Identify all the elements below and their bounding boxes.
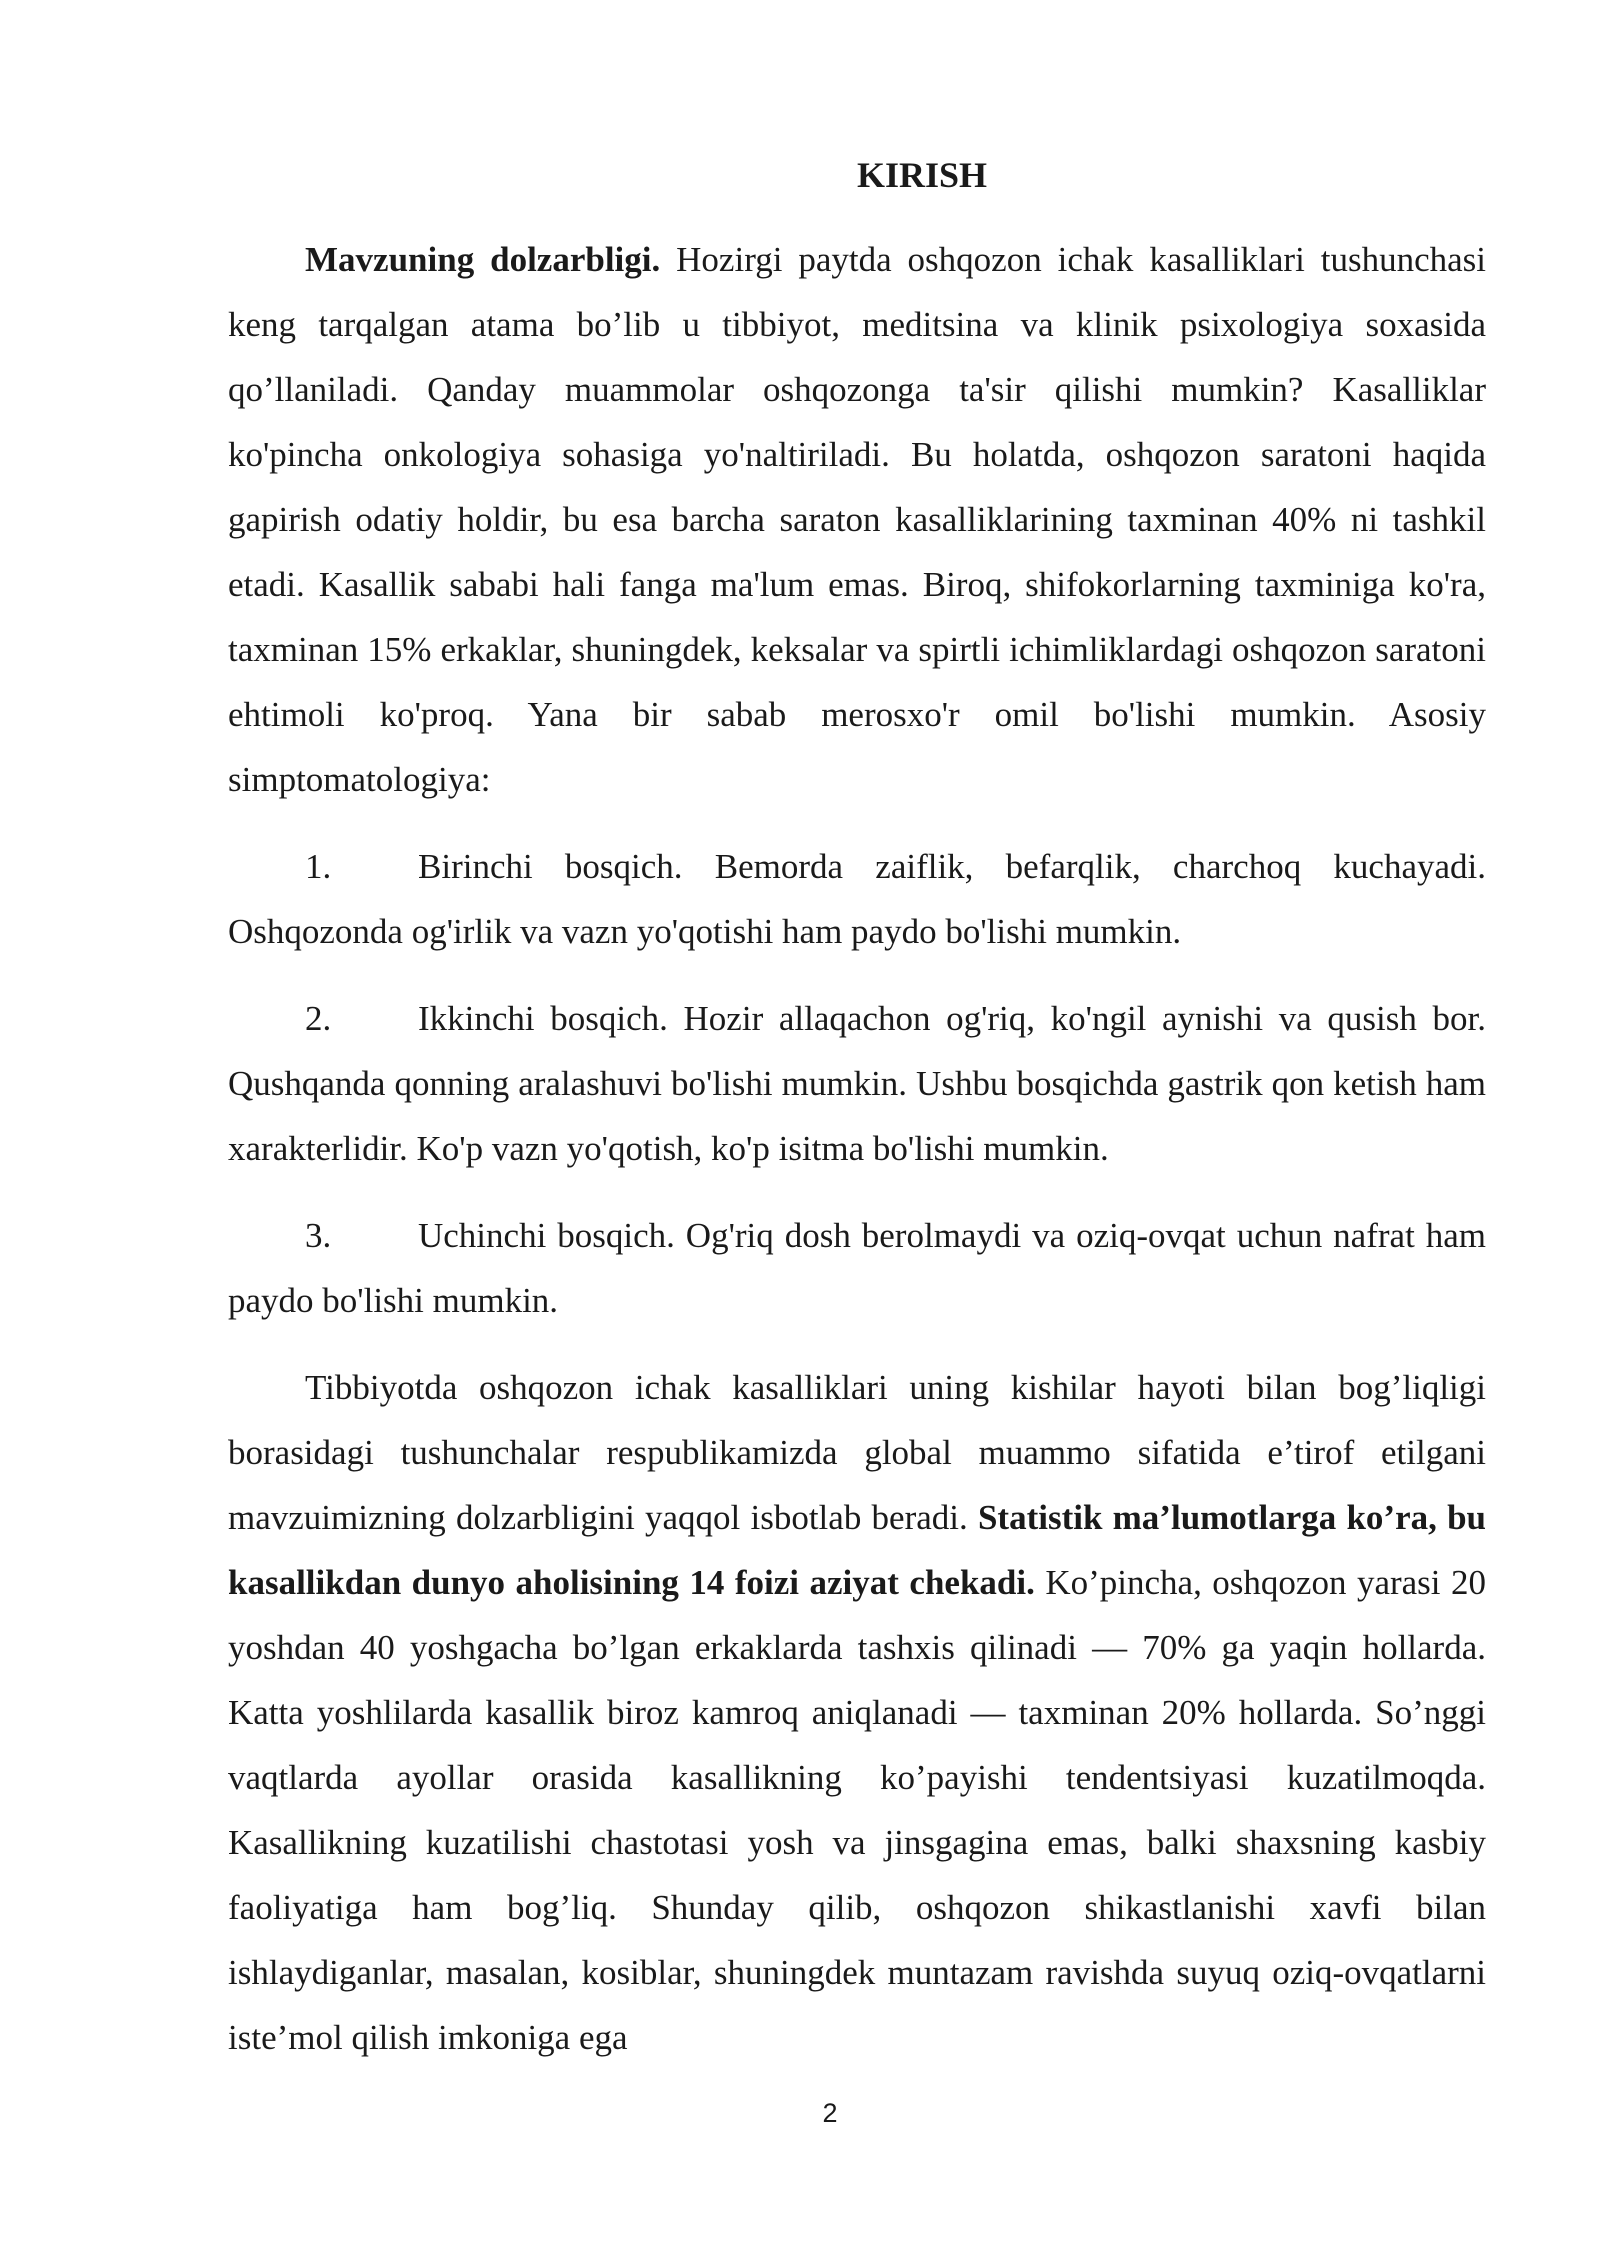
list-item bbox=[228, 986, 1486, 1181]
section-title: KIRISH bbox=[856, 155, 988, 195]
list-item-text: Uchinchi bosqich. Og'riq dosh berolmaydi va oziq-ovqat uchun nafrat ham paydo bo'lishi mumkin. bbox=[228, 1216, 1486, 1320]
statistics-highlight: Statistik ma’lumotlarga ko’ra, bu kasallikdan dunyo aholisining 14 foizi aziyat chekadi. bbox=[228, 1498, 1487, 1602]
list-item-text: Birinchi bosqich. Bemorda zaiflik, befarqlik, charchoq kuchayadi. Oshqozonda og'irlik va vazn yo'qotishi ham paydo bo'lishi mumkin. bbox=[228, 847, 1486, 951]
intro-text: Hozirgi paytda oshqozon ichak kasalliklari tushunchasi keng tarqalgan atama bo’lib u tibbiyot, meditsina va klinik psixologiya soxasida qo’llaniladi. Qanday muammolar oshqozonga ta'sir qilishi mumkin? Kasalliklar ko'pincha onkologiya sohasiga yo'naltiriladi. Bu holatda, oshqozon saratoni haqida gapirish odatiy holdir, bu esa barcha saraton kasalliklarining taxminan 40% ni tashkil etadi. Kasallik sababi hali fanga ma'lum emas. Biroq, shifokorlarning taxminiga ko'ra, taxminan 15% erkaklar, shuningdek, keksalar va spirtli ichimliklardagi oshqozon saratoni ehtimoli ko'proq. Yana bir sabab merosxo'r omil bo'lishi mumkin. Asosiy simptomatologiya: bbox=[228, 240, 1486, 799]
statistics-paragraph bbox=[228, 1355, 1486, 2070]
page-content bbox=[228, 145, 1486, 2070]
intro-paragraph bbox=[228, 227, 1486, 812]
page-number: 2 bbox=[822, 2098, 838, 2128]
list-item bbox=[228, 1203, 1486, 1333]
intro-lead: Mavzuning dolzarbligi. bbox=[305, 240, 661, 279]
paragraph-text-after: Ko’pincha, oshqozon yarasi 20 yoshdan 40 yoshgacha bo’lgan erkaklarda tashxis qilinadi — 70% ga yaqin hollarda. Katta yoshlilarda kasallik biroz kamroq aniqlanadi — taxminan 20% hollarda. So’nggi vaqtlarda ayollar orasida kasallikning ko’payishi tendentsiyasi kuzatilmoqda. Kasallikning kuzatilishi chastotasi yosh va jinsgagina emas, balki shaxsning kasbiy faoliyatiga ham bog’liq. Shunday qilib, oshqozon shikastlanishi xavfi bilan ishlaydiganlar, masalan, kosiblar, shuningdek muntazam ravishda suyuq oziq-ovqatlarni iste’mol qilish imkoniga ega bbox=[228, 1563, 1486, 2057]
list-item bbox=[228, 834, 1486, 964]
paragraph-text-before: Tibbiyotda oshqozon ichak kasalliklari uning kishilar hayoti bilan bog’liqligi borasidagi tushunchalar respublikamizda global muammo sifatida e’tirof etilgani mavzuimizning dolzarbligini yaqqol isbotlab beradi. bbox=[228, 1368, 1486, 1537]
list-item-number: 2. bbox=[305, 999, 332, 1038]
list-item-number: 3. bbox=[305, 1216, 332, 1255]
list-item-number: 1. bbox=[305, 847, 332, 886]
list-item-text: Ikkinchi bosqich. Hozir allaqachon og'riq, ko'ngil aynishi va qusish bor. Qushqanda qonning aralashuvi bo'lishi mumkin. Ushbu bosqichda gastrik qon ketish ham xarakterlidir. Ko'p vazn yo'qotish, ko'p isitma bo'lishi mumkin. bbox=[228, 999, 1486, 1168]
